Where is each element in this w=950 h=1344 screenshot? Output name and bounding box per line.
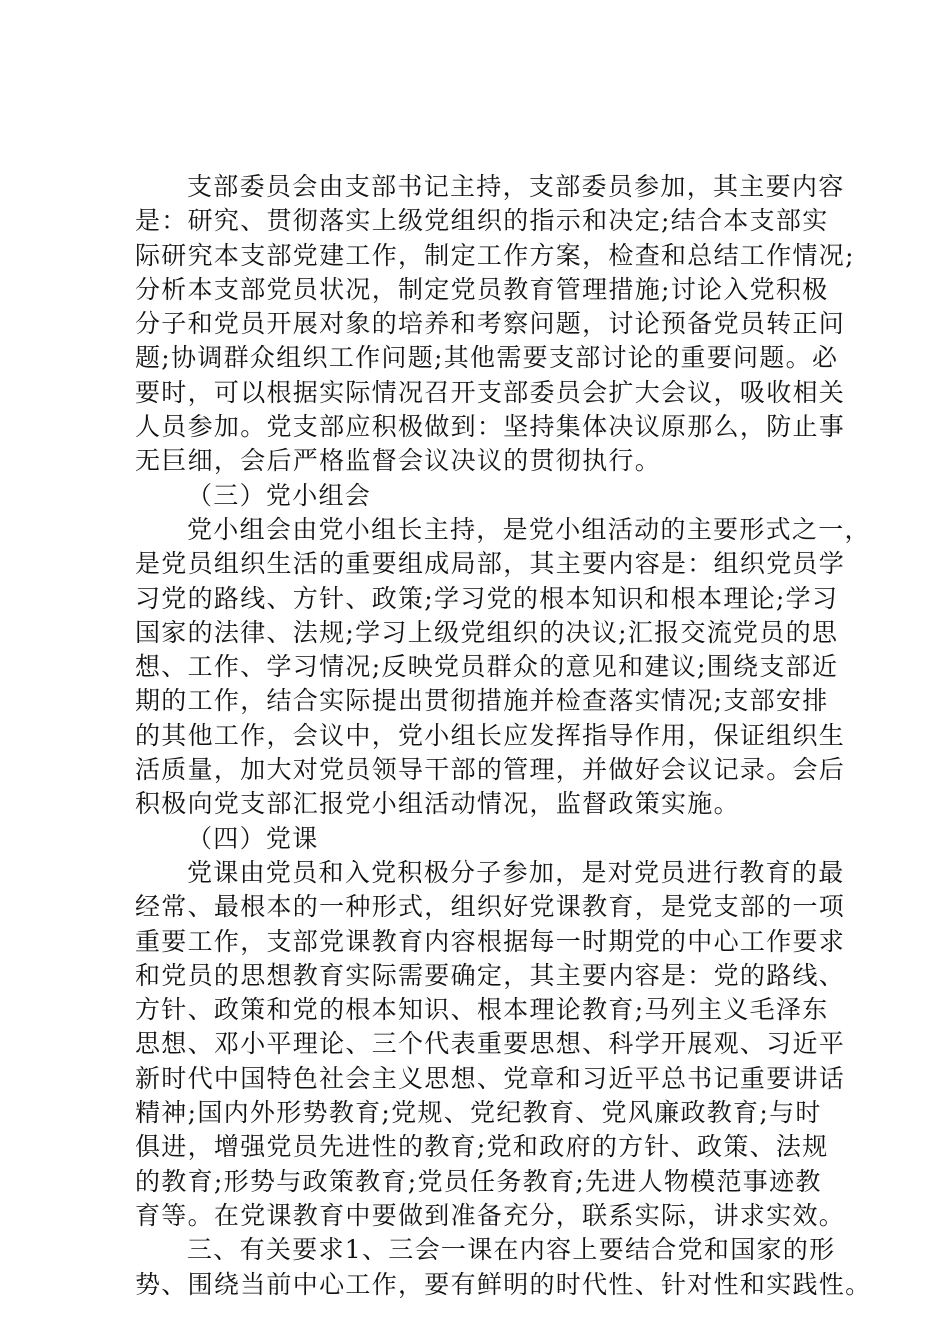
document-body [135, 170, 872, 1302]
paragraph-line: 俱进，增强党员先进性的教育;党和政府的方针、政策、法规 [135, 1132, 829, 1162]
paragraph-line: 势、围绕当前中心工作，要有鲜明的时代性、针对性和实践性。 [135, 1269, 872, 1299]
paragraph-line: 的教育;形势与政策教育;党员任务教育;先进人物模范事迹教 [135, 1166, 822, 1196]
paragraph-line: 积极向党支部汇报党小组活动情况，监督政策实施。 [135, 789, 740, 819]
paragraph-line: 活质量，加大对党员领导干部的管理，并做好会议记录。会后 [135, 755, 846, 785]
paragraph-line: 经常、最根本的一种形式，组织好党课教育，是党支部的一项 [135, 892, 846, 922]
paragraph-line: 和党员的思想教育实际需要确定，其主要内容是：党的路线、 [135, 960, 846, 990]
paragraph-line: 的其他工作，会议中，党小组长应发挥指导作用，保证组织生 [135, 720, 846, 750]
paragraph-line: 是党员组织生活的重要组成局部，其主要内容是：组织党员学 [135, 549, 846, 579]
paragraph-line: 国家的法律、法规;学习上级党组织的决议;汇报交流党员的思 [135, 617, 839, 647]
paragraph-line: 习党的路线、方针、政策;学习党的根本知识和根本理论;学习 [135, 583, 839, 613]
paragraph-line: 分析本支部党员状况，制定党员教育管理措施;讨论入党积极 [135, 274, 829, 304]
paragraph-line: 际研究本支部党建工作，制定工作方案，检查和总结工作情况; [135, 240, 855, 270]
paragraph-line: 题;协调群众组织工作问题;其他需要支部讨论的重要问题。必 [135, 343, 839, 373]
paragraph-line: 人员参加。党支部应积极做到：坚持集体决议原那么，防止事 [135, 412, 846, 442]
paragraph-line: 重要工作，支部党课教育内容根据每一时期党的中心工作要求 [135, 926, 846, 956]
paragraph-line: 精神;国内外形势教育;党规、党纪教育、党风廉政教育;与时 [135, 1098, 822, 1128]
paragraph-line: 思想、邓小平理论、三个代表重要思想、科学开展观、习近平 [135, 1029, 846, 1059]
paragraph-line: 期的工作，结合实际提出贯彻措施并检查落实情况;支部安排 [135, 686, 829, 716]
paragraph-line: 党课由党员和入党积极分子参加，是对党员进行教育的最 [187, 857, 845, 887]
section-heading: （三）党小组会 [187, 480, 372, 510]
paragraph-line: 分子和党员开展对象的培养和考察问题，讨论预备党员转正问 [135, 309, 846, 339]
paragraph-line: 要时，可以根据实际情况召开支部委员会扩大会议，吸收相关 [135, 377, 846, 407]
paragraph-line: 三、有关要求1、三会一课在内容上要结合党和国家的形 [187, 1235, 836, 1265]
paragraph-line: 无巨细，会后严格监督会议决议的贯彻执行。 [135, 446, 662, 476]
paragraph-line: 新时代中国特色社会主义思想、党章和习近平总书记重要讲话 [135, 1063, 846, 1093]
section-heading: （四）党课 [187, 823, 319, 853]
paragraph-line: 是：研究、贯彻落实上级党组织的指示和决定;结合本支部实 [135, 206, 829, 236]
paragraph-line: 党小组会由党小组长主持，是党小组活动的主要形式之一， [187, 514, 871, 544]
paragraph-line: 育等。在党课教育中要做到准备充分，联系实际，讲求实效。 [135, 1200, 846, 1230]
paragraph-line: 支部委员会由支部书记主持，支部委员参加，其主要内容 [187, 172, 845, 201]
paragraph-line: 方针、政策和党的根本知识、根本理论教育;马列主义毛泽东 [135, 995, 829, 1025]
paragraph-line: 想、工作、学习情况;反映党员群众的意见和建议;围绕支部近 [135, 652, 839, 682]
